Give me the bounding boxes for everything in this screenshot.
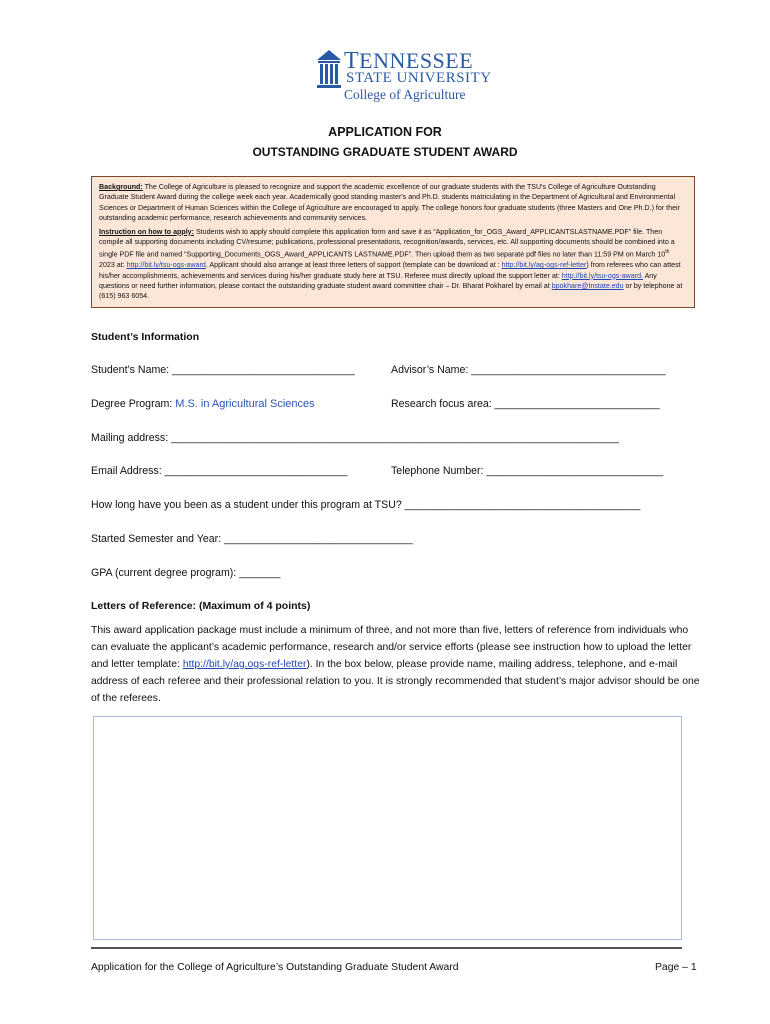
student-name-field[interactable]: Student’s Name: _______________________________ bbox=[91, 364, 355, 376]
research-focus-field[interactable]: Research focus area: ____________________________ bbox=[391, 398, 660, 410]
award-link[interactable]: http://bit.ly/tsu-ogs-award bbox=[126, 261, 206, 270]
gpa-field[interactable]: GPA (current degree program): _______ bbox=[91, 567, 281, 579]
mailing-address-field[interactable]: Mailing address: ____________________________________________________________________________ bbox=[91, 432, 619, 444]
email-address-field[interactable]: Email Address: _______________________________ bbox=[91, 465, 348, 477]
building-icon bbox=[316, 50, 342, 90]
logo-college: College of Agriculture bbox=[344, 87, 466, 102]
letters-heading: Letters of Reference: (Maximum of 4 points) bbox=[91, 600, 311, 612]
how-long-field[interactable]: How long have you been as a student under this program at TSU? ________________________________________ bbox=[91, 499, 641, 511]
background-paragraph bbox=[99, 182, 687, 224]
started-semester-field[interactable]: Started Semester and Year: ________________________________ bbox=[91, 533, 413, 545]
student-info-heading: Student’s Information bbox=[91, 331, 200, 343]
background-label: Background: bbox=[99, 183, 143, 191]
advisor-name-field[interactable]: Advisor’s Name: _________________________________ bbox=[391, 364, 666, 376]
degree-program-value[interactable]: M.S. in Agricultural Sciences bbox=[175, 398, 315, 410]
ref-letter-link[interactable]: http://bit.ly/ag-ogs-ref-letter bbox=[501, 261, 587, 270]
page-number: Page – 1 bbox=[655, 962, 697, 973]
logo-state-university: STATE UNIVERSITY bbox=[346, 70, 492, 86]
page-title-line1: APPLICATION FOR bbox=[328, 125, 442, 139]
tsu-logo bbox=[316, 46, 492, 108]
degree-program-field[interactable] bbox=[91, 398, 315, 410]
logo-tennessee: TENNESSEE bbox=[344, 48, 474, 74]
telephone-field[interactable]: Telephone Number: ______________________________ bbox=[391, 465, 664, 477]
background-text: The College of Agriculture is pleased to recognize and support the academic excellence of our graduate students with the TSU's College of Agriculture Outstanding Graduate Student Award during the college week each year. Academically good standing master's and Ph.D. students matriculating in the Department of Agricultural and Environmental Sciences or Department of Human Sciences within the College of Agriculture are encouraged to apply. The college honors four graduate students (three Masters and One Ph.D.) for their outstanding academic performance, research achievements and community services. bbox=[99, 183, 680, 223]
email-link[interactable]: bpokhare@tnstate.edu bbox=[551, 282, 624, 291]
letters-paragraph: This award application package must include a minimum of three, and not more than five, letters of reference from individuals who can evaluate the applicant’s academic performance, research and/or service efforts (please see instruction how to upload the letter and letter template: http://bit.ly/ag.ogs-ref-letter). In the box below, please provide name, mailing address, telephone, and e-mail address of each referee and their professional relation to you. It is strongly recommended that student’s major advisor should be one of the referees. bbox=[91, 625, 700, 704]
letter-template-link[interactable]: http://bit.ly/ag.ogs-ref-letter bbox=[182, 659, 307, 670]
award-upload-link[interactable]: http://bit.ly/tsu-ogs-award. bbox=[561, 271, 643, 280]
degree-program-label: Degree Program: bbox=[91, 398, 173, 410]
page-title-line2: OUTSTANDING GRADUATE STUDENT AWARD bbox=[252, 145, 518, 159]
referee-info-textbox[interactable] bbox=[93, 716, 682, 940]
background-box bbox=[91, 176, 695, 308]
instruction-label: Instruction on how to apply: bbox=[99, 227, 194, 236]
footer-title: Application for the College of Agriculture’s Outstanding Graduate Student Award bbox=[91, 962, 459, 973]
instruction-paragraph: Instruction on how to apply: Students wish to apply should complete this application form and save it as “Application_for_OGS_Award_APPLICANTSLASTNAME.PDF” file. Then compile all supporting documents including CV/resume; publications, professional presentations, recognition/awards, services, etc. All supporting documents should be combined into a single PDF file and named “Supporting_Documents_OGS_Award_APPLICANTS LASTNAME.PDF”. Then upload them as two separate pdf files no later than 11:59 PM on March 10th 2023 at: http://bit.ly/tsu-ogs-award. Applicant should also arrange at least three letters of support (template can be download at : http://bit.ly/ag-ogs-ref-letter) from referees who can attest his/her accomplishments, achievements and services during his/her graduate study here at TSU. Referee must directly upload the support letter at: http://bit.ly/tsu-ogs-award. Any questions or need further information, please contact the outstanding graduate student award committee chair – Dr. Bharat Pokharel by email at bpokhare@tnstate.edu or by telephone at (615) 963 6054. bbox=[99, 227, 683, 301]
footer-divider bbox=[91, 947, 682, 949]
